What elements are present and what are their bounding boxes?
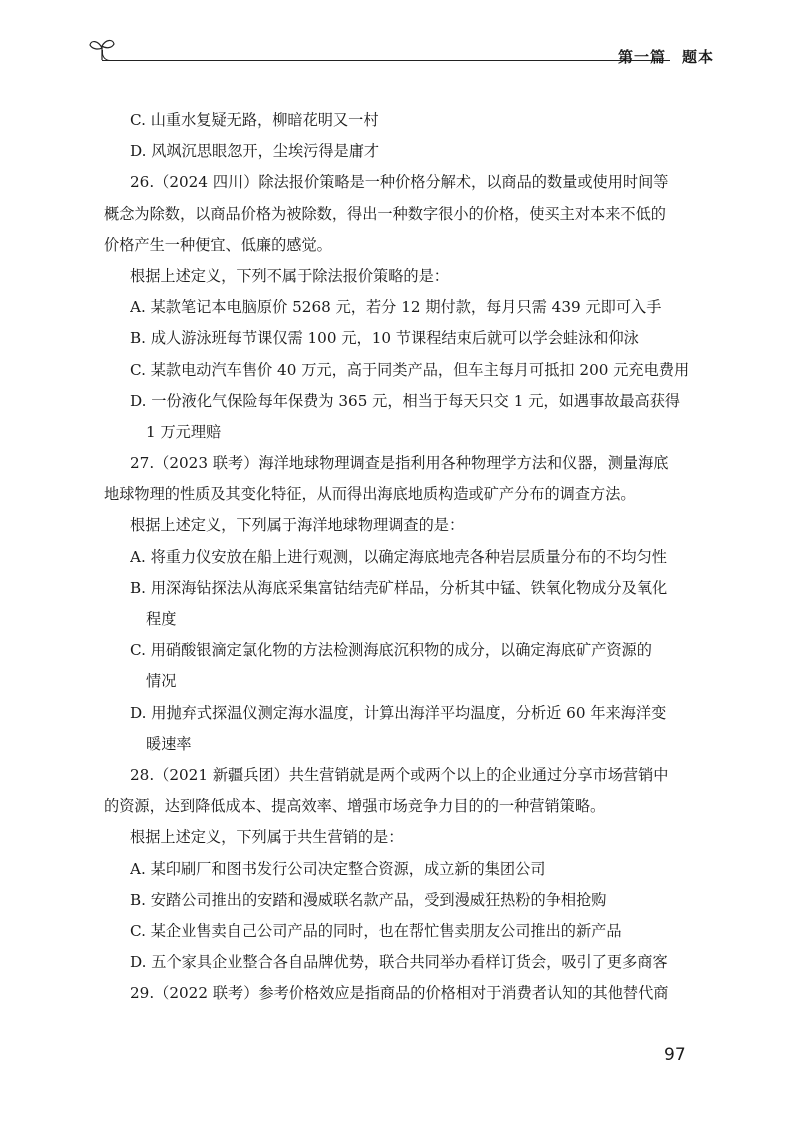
text-line: 根据上述定义，下列属于海洋地球物理调查的是：	[130, 516, 465, 535]
text-line: 根据上述定义，下列属于共生营销的是：	[130, 828, 404, 847]
text-line: 情况	[146, 672, 177, 691]
text-line: 1 万元理赔	[146, 422, 222, 441]
text-line: 根据上述定义，下列不属于除法报价策略的是：	[130, 266, 449, 285]
text-line: 地球物理的性质及其变化特征，从而得出海底地质构造或矿产分布的调查方法。	[104, 485, 636, 504]
page-number: 97	[664, 1045, 686, 1065]
text-line: B. 用深海钻探法从海底采集富钴结壳矿样品，分析其中锰、铁氧化物成分及氧化	[130, 578, 668, 597]
text-line: 28.（2021 新疆兵团）共生营销就是两个或两个以上的企业通过分享市场营销中	[130, 765, 669, 784]
text-line: C. 山重水复疑无路，柳暗花明又一村	[130, 111, 379, 129]
text-line: C. 某企业售卖自己公司产品的同时，也在帮忙售卖朋友公司推出的新产品	[130, 921, 622, 940]
text-line: D. 五个家具企业整合各自品牌优势，联合共同举办看样订货会，吸引了更多商客	[130, 953, 668, 972]
text-line: B. 安踏公司推出的安踏和漫威联名款产品，受到漫威狂热粉的争相抢购	[130, 890, 607, 909]
text-line: 的资源，达到降低成本、提高效率、增强市场竞争力目的的一种营销策略。	[104, 797, 606, 816]
text-line: 27.（2023 联考）海洋地球物理调查是指利用各种物理学方法和仪器，测量海底	[130, 454, 669, 473]
page-header	[88, 36, 714, 76]
text-line: 26.（2024 四川）除法报价策略是一种价格分解术，以商品的数量或使用时间等	[130, 173, 669, 192]
text-line: 暖速率	[146, 734, 192, 753]
text-line: A. 某款笔记本电脑原价 5268 元，若分 12 期付款，每月只需 439 元即可入手	[130, 298, 662, 317]
text-line: D. 一份液化气保险每年保费为 365 元，相当于每天只交 1 元，如遇事故最高获得	[130, 391, 681, 410]
text-line: A. 将重力仪安放在船上进行观测，以确定海底地壳各种岩层质量分布的不均匀性	[130, 547, 667, 566]
text-line: D. 用抛弃式探温仪测定海水温度，计算出海洋平均温度，分析近 60 年来海洋变	[130, 703, 667, 722]
text-line: 概念为除数，以商品价格为被除数，得出一种数字很小的价格，使买主对本来不低的	[104, 204, 666, 223]
page-body	[104, 105, 700, 1009]
text-line: A. 某印刷厂和图书发行公司决定整合资源，成立新的集团公司	[130, 859, 546, 878]
text-line: D. 风飒沉思眼忽开，尘埃污得是庸才	[130, 142, 380, 161]
text-line: C. 某款电动汽车售价 40 万元，高于同类产品，但车主每月可抵扣 200 元充电费用	[130, 360, 690, 379]
text-line: 29.（2022 联考）参考价格效应是指商品的价格相对于消费者认知的其他替代商	[130, 984, 669, 1003]
chapter-title: 第一篇 题本	[617, 48, 714, 66]
text-line: B. 成人游泳班每节课仅需 100 元，10 节课程结束后就可以学会蛙泳和仰泳	[130, 329, 639, 348]
header-rule	[102, 60, 670, 61]
text-line: C. 用硝酸银滴定氯化物的方法检测海底沉积物的成分，以确定海底矿产资源的	[130, 641, 652, 660]
text-line: 程度	[146, 610, 177, 628]
text-line: 价格产生一种便宜、低廉的感觉。	[104, 235, 332, 254]
